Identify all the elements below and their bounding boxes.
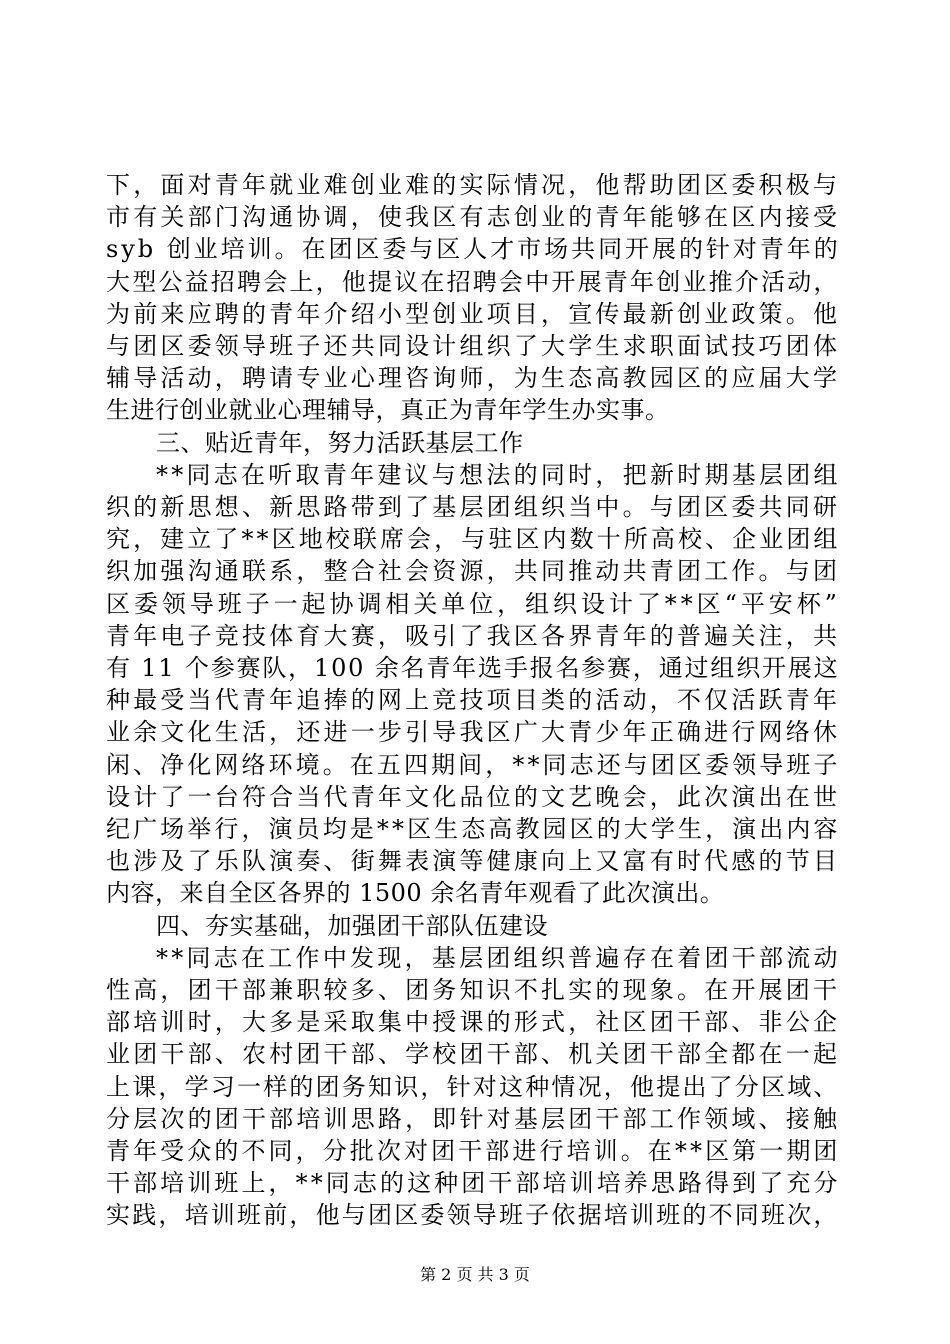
- text-line: 业余文化生活，还进一步引导我区广大青少年正确进行网络休: [106, 718, 841, 746]
- text-line: 也涉及了乐队演奏、街舞表演等健康向上又富有时代感的节目: [106, 847, 841, 875]
- text-line: 内容，来自全区各界的 1500 余名青年观看了此次演出。: [106, 879, 725, 907]
- text-line: 有 11 个参赛队，100 余名青年选手报名参赛，通过组织开展这: [106, 654, 840, 682]
- text-line: 究，建立了**区地校联席会，与驻区内数十所高校、企业团组: [106, 525, 841, 553]
- text-line: 性高，团干部兼职较多、团务知识不扎实的现象。在开展团干: [106, 976, 841, 1004]
- text-line: syb 创业培训。在团区委与区人才市场共同开展的针对青年的: [106, 235, 841, 263]
- text-line: 辅导活动，聘请专业心理咨询师，为生态高教园区的应届大学: [106, 364, 841, 392]
- text-line: 大型公益招聘会上，他提议在招聘会中开展青年创业推介活动，: [106, 268, 840, 296]
- text-line: 种最受当代青年追捧的网上竞技项目类的活动，不仅活跃青年: [106, 686, 841, 714]
- text-line: 纪广场举行，演员均是**区生态高教园区的大学生，演出内容: [106, 815, 841, 843]
- text-line: 下，面对青年就业难创业难的实际情况，他帮助团区委积极与: [106, 171, 841, 199]
- text-line: 织加强沟通联系，整合社会资源，共同推动共青团工作。与团: [106, 557, 841, 585]
- text-line: 干部培训班上，**同志的这种团干部培训培养思路得到了充分: [106, 1169, 841, 1197]
- text-line: 青年受众的不同，分批次对团干部进行培训。在**区第一期团: [106, 1137, 841, 1165]
- text-line: **同志在听取青年建议与想法的同时，把新时期基层团组: [156, 461, 841, 489]
- text-line: 生进行创业就业心理辅导，真正为青年学生办实事。: [106, 396, 670, 424]
- text-line: 分层次的团干部培训思路，即针对基层团干部工作领域、接触: [106, 1105, 841, 1133]
- text-line: **同志在工作中发现，基层团组织普遍存在着团干部流动: [156, 944, 841, 972]
- text-line: 与团区委领导班子还共同设计组织了大学生求职面试技巧团体: [106, 332, 841, 360]
- text-line: 区委领导班子一起协调相关单位，组织设计了**区“平安杯”: [106, 590, 841, 618]
- text-line: 织的新思想、新思路带到了基层团组织当中。与团区委共同研: [106, 493, 841, 521]
- text-line: 青年电子竞技体育大赛，吸引了我区各界青年的普遍关注，共: [106, 622, 841, 650]
- text-line: 实践，培训班前，他与团区委领导班子依据培训班的不同班次，: [106, 1201, 840, 1229]
- text-line: 设计了一台符合当代青年文化品位的文艺晚会，此次演出在世: [106, 783, 841, 811]
- text-line: 上课，学习一样的团务知识，针对这种情况，他提出了分区域、: [106, 1073, 840, 1101]
- page-footer: 第 2 页 共 3 页: [420, 1265, 530, 1284]
- text-line: 市有关部门沟通协调，使我区有志创业的青年能够在区内接受: [106, 203, 841, 231]
- text-line: 闲、净化网络环境。在五四期间，**同志还与团区委领导班子: [106, 751, 841, 779]
- text-line: 三、贴近青年，努力活跃基层工作: [156, 429, 524, 457]
- text-line: 部培训时，大多是采取集中授课的形式，社区团干部、非公企: [106, 1008, 841, 1036]
- text-line: 业团干部、农村团干部、学校团干部、机关团干部全都在一起: [106, 1040, 841, 1068]
- text-line: 为前来应聘的青年介绍小型创业项目，宣传最新创业政策。他: [106, 300, 841, 328]
- text-line: 四、夯实基础，加强团干部队伍建设: [156, 912, 548, 940]
